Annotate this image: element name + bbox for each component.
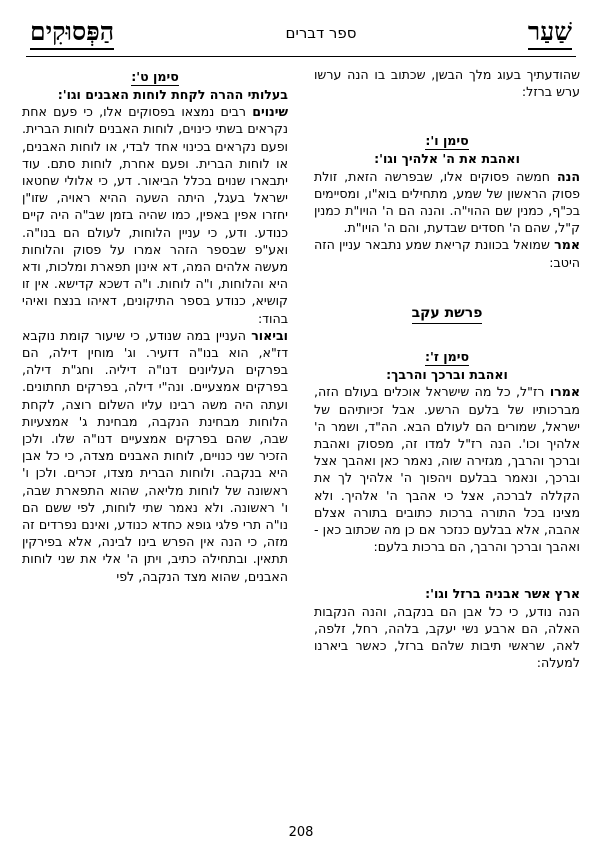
siman-tet-para2-body: העניין במה שנודע, כי שיעור קומת נוקבא דז"א, הוא בנו"ה דזעיר. וג' מוחין דילה, הם בפרקים העליונים דנו"ה דיליה. וחג"ת דילה, בפרקים אמצעיים. ונה"י דילה, בפרקים תחתונים. ועתה היה משה רבינו עליו השלום רוצה, לקחת הלוחות מבחינת הנקבה, מבחינת ג' אמצעיות שבה, שהם בפרקים אמצעיים דנו"ה שלו. ולכן הזכיר שני כנויים, לוחות האבנים מצדה, כי כל אבן היא בנקבה. ולוחות הברית מצדו, זכרים. ולכן ו' ראשונה של לוחות מליאה, שהוא התפארת שבה, ו' ראשונה. ולא נאמר שתי לוחות, לפי ששם הם נו"ה תרי פלגי גופא כחדא כנודע, ואינם נפרדים זה מזה, כי הנה אין הפרש בינו לבינה, אלא בפירקין תתאין. ובתחילה כתיב, ויתן ה' אלי את שני לוחות האבנים, שהוא מצד הנקבה, לפי [22, 327, 288, 584]
header-divider [26, 56, 576, 57]
siman-tet-label: סימן ט': [131, 68, 179, 84]
page-header [22, 18, 580, 50]
spacer [314, 555, 580, 585]
header-center-title: ספר דברים [285, 24, 357, 42]
siman-vav-verse: ואהבת את ה' אלהיך וגו': [374, 151, 520, 167]
siman-tet-verse: בעלותי ההרה לקחת לוחות האבנים וגו': [57, 86, 288, 102]
header-left-title: הַפְּסוּקִים [30, 18, 114, 50]
siman-zayin-para1-lead: אמרו [549, 384, 580, 400]
siman-tet-paragraph-1 [22, 103, 288, 327]
siman-zayin-para1-body: רז"ל, כל מה שישראל אוכלים בעולם הזה, מברכותיו של בלעם הרשע. אבל זכיותיהם של ישראל, שמורים הם לעולם הבא. הה"ד, ושמר ה' אלהיך וכו'. הנה רז"ל למדו זה, מפסוק ואהבת וברכך והרבך, מגזירה שוה, נאמר כאן ואהבך אצל וברכך, ונאמר בבלעם ויהפוך ה' אלהיך לך את הקללה לברכה, אצל כי אהבך ה' אלהיך. ולא מצינו בכל התורה ברכות כתובים בתורה אצלם אהבה, אלא בבלעם כנזכר אם כן מה שכתוב כאן - ואהבך וברכך והרבך, הם ברכות בלעם: [314, 384, 580, 555]
siman-vav-label: סימן ו': [425, 133, 469, 149]
siman-vav-para1-lead: הנה [556, 168, 580, 184]
siman-tet-heading [22, 68, 288, 85]
two-column-body [22, 66, 580, 808]
parsha-label: פרשת עקב [412, 305, 483, 324]
siman-vav-paragraph-1 [314, 168, 580, 237]
parsha-heading [314, 305, 580, 322]
siman-eretz-verse: ארץ אשר אבניה ברזל וגו': [425, 586, 580, 602]
siman-vav-paragraph-2 [314, 236, 580, 270]
right-column [314, 66, 580, 808]
siman-zayin-heading [314, 348, 580, 365]
siman-vav-heading [314, 132, 580, 149]
siman-zayin-paragraph-1 [314, 383, 580, 555]
siman-tet-para1-lead: שינוים [252, 104, 288, 120]
siman-zayin-verse: ואהבת וברכך והרבך: [386, 367, 508, 383]
continuation-paragraph: שהודעתיך בעוג מלך הבשן, שכתוב בו הנה ערשו ערש ברזל: [314, 66, 580, 99]
siman-tet-para1-body: רבים נמצאו בפסוקים אלו, כי פעם אחת נקראים בשתי כינוים, לוחות האבנים לוחות הברית. ופעם נקראים בכינוי אחד לבדי, או לוחות האבנים, או לוחות הברית. ופעם אחרת, לוחות סתם. עוד יתבארו שנוים בכלל הביאור. דע, כי אלולי שחטאו ישראל בעגל, היתה השעה ההיא ראויה, שזו"ן יחזרו אפין באפין, כמו שהיה בזמן שב"ה היה קיים כנודע. ודע, כי עניין הלוחות, לעולם הם בנו"ה. ואע"פ שבספר הזהר אמרו על פסוק והלוחות מעשה אלהים המה, דא אינון תפארת ומלכות, ודא היא והלוחות, ו"ה לוחות. ו"ה דשכא קדישא. אין זו קושיא, כנודע בספר התיקונים, דאיהו בנצח ואיהי בהוד: [22, 104, 288, 326]
spacer [314, 100, 580, 130]
siman-vav-para2-lead: אמר [554, 237, 580, 253]
header-right-title: שַׁעַר [528, 18, 572, 50]
siman-eretz-paragraph-1: הנה נודע, כי כל אבן הם בנקבה, והנה הנקבות האלה, הם ארבע נשי יעקב, בלהה, רחל, זלפה, לאה, שראשי תיבות שלהם ברזל, כאשר ביארנו למעלה: [314, 603, 580, 671]
siman-vav-para2-body: שמואל בכוונת קריאת שמע נתבאר עניין הזה היטב: [314, 237, 580, 270]
page-number: 208 [288, 825, 314, 840]
siman-tet-para2-lead: וביאור [251, 327, 288, 343]
siman-tet-paragraph-2 [22, 327, 288, 585]
siman-zayin-label: סימן ז': [424, 348, 470, 364]
left-column [22, 66, 288, 808]
siman-vav-para1-body: חמשה פסוקים אלו, שבפרשה הזאת, זולת פסוק הראשון של שמע, מתחילים בוא"ו, ומסיימים בכ"ף, כמנין שם ההוי"ה. והנה הם ה' הויו"ת כמנין ק"ל, שהם ה' חסדים שבדעת, והם ה' הויו"ת. [314, 168, 580, 236]
